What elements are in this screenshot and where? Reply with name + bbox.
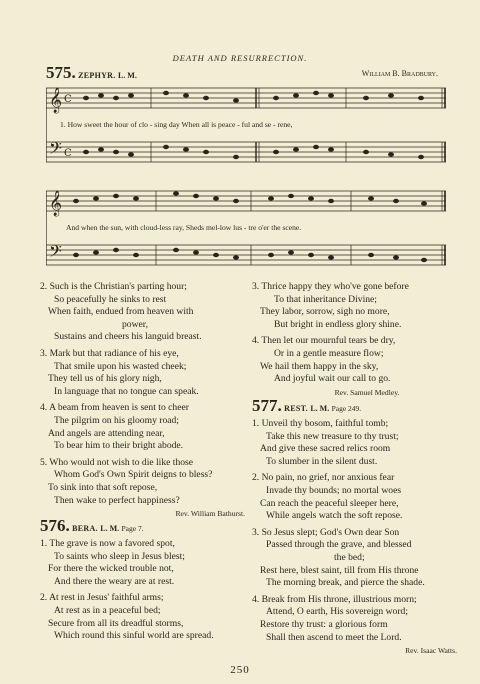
verse-4-right: 4. Then let our mournful tears be dry, Or in a gentle measure flow; We hail them happy in the sky, And joyful wait our call to go. (252, 335, 396, 385)
svg-text:𝄞: 𝄞 (49, 191, 63, 216)
hymn-576-header (40, 516, 144, 536)
verse-2: 2. No pain, no grief, nor anxious fear Invade thy bounds; no mortal woes Can reach the peaceful sleeper here, While angels watch the soft repose. (252, 472, 403, 522)
section-title: DEATH AND RESURRECTION. (172, 53, 308, 63)
verse-3: 3. Mark but that radiance of his eye, That smile upon his wasted cheek; They tell us of his glory nigh, In language that no tongue can speak. (40, 347, 199, 397)
svg-text:𝄢: 𝄢 (49, 241, 62, 265)
author: Rev. Isaac Watts. (405, 646, 457, 656)
hymn-575-verses-cont (252, 281, 452, 399)
meter: L. M. (117, 71, 137, 80)
svg-text:C: C (64, 94, 72, 105)
verse-4: 4. A beam from heaven is sent to cheer The pilgrim on his gloomy road; And angels are attending near, To bear him to their bright abode. (40, 402, 189, 452)
svg-text:𝄢: 𝄢 (49, 138, 62, 162)
author: Rev. Samuel Medley. (334, 387, 400, 397)
hymn-576-verses (40, 538, 245, 643)
composer: William B. Bradbury. (361, 69, 438, 78)
verse-3: 3. So Jesus slept; God's Own dear Son Passed through the grave, and blessed the bed; Rest here, blest saint, till from His throne The morning break, and pierce the shade. (252, 526, 425, 589)
svg-text:𝄞: 𝄞 (49, 88, 63, 113)
meter: L. M. (100, 524, 120, 533)
verse-2: 2. At rest in Jesus' faithful arms; At rest as in a peaceful bed; Secure from all its dreadful storms, Which round this sinful world are spread. (40, 592, 214, 642)
meter: L. M. (310, 404, 330, 413)
hymn-number: 575. (46, 63, 76, 82)
verse-5: 5. Who would not wish to die like those Whom God's Own Spirit deigns to bless? To sink into that soft repose, Then wake to perfect happiness? (40, 456, 213, 506)
verse-4: 4. Break from His throne, illustrious morn; Attend, O earth, His sovereign word; Restore thy trust: a glorious form Shall then ascend to meet the Lord. (252, 593, 417, 643)
author: Rev. William Bathurst. (175, 509, 245, 519)
hymn-575-verses (40, 281, 245, 521)
page-reference: Page 249. (331, 404, 362, 413)
hymn-number: 577. (252, 396, 282, 415)
verse-1: 1. The grave is now a favored spot, To saints who sleep in Jesus blest; For there the wicked trouble not, And there the weary are at rest. (40, 538, 185, 587)
svg-text:C: C (64, 148, 72, 159)
tune-name: REST. (284, 404, 308, 413)
page-reference: Page 7. (121, 524, 144, 533)
tune-name: BERA. (72, 524, 98, 533)
verse-2: 2. Such is the Christian's parting hour; So peacefully he sinks to rest When faith, endued from heaven with power, Sustains and cheers his languid breast. (40, 281, 202, 343)
hymn-number: 576. (40, 516, 70, 535)
verse-3-right: 3. Thrice happy they who've gone before To that inheritance Divine; They labor, sorrow, sigh no more, But bright in endless glory shine. (252, 281, 409, 330)
lyric-line-2: And when the sun, with cloud-less ray, Sheds mel-low lus - tre o'er the scene. (66, 223, 302, 232)
hymn-577-header (252, 396, 361, 416)
hymn-577-verses (252, 418, 457, 658)
page-number: 250 (230, 664, 250, 676)
verse-1: 1. Unveil thy bosom, faithful tomb; Take this new treasure to thy trust; And give these sacred relics room To slumber in the silent dust. (252, 418, 399, 467)
tune-name: ZEPHYR. (78, 71, 116, 80)
lyric-line-1: 1. How sweet the hour of clo - sing day When all is peace - ful and se - rene, (60, 120, 293, 129)
